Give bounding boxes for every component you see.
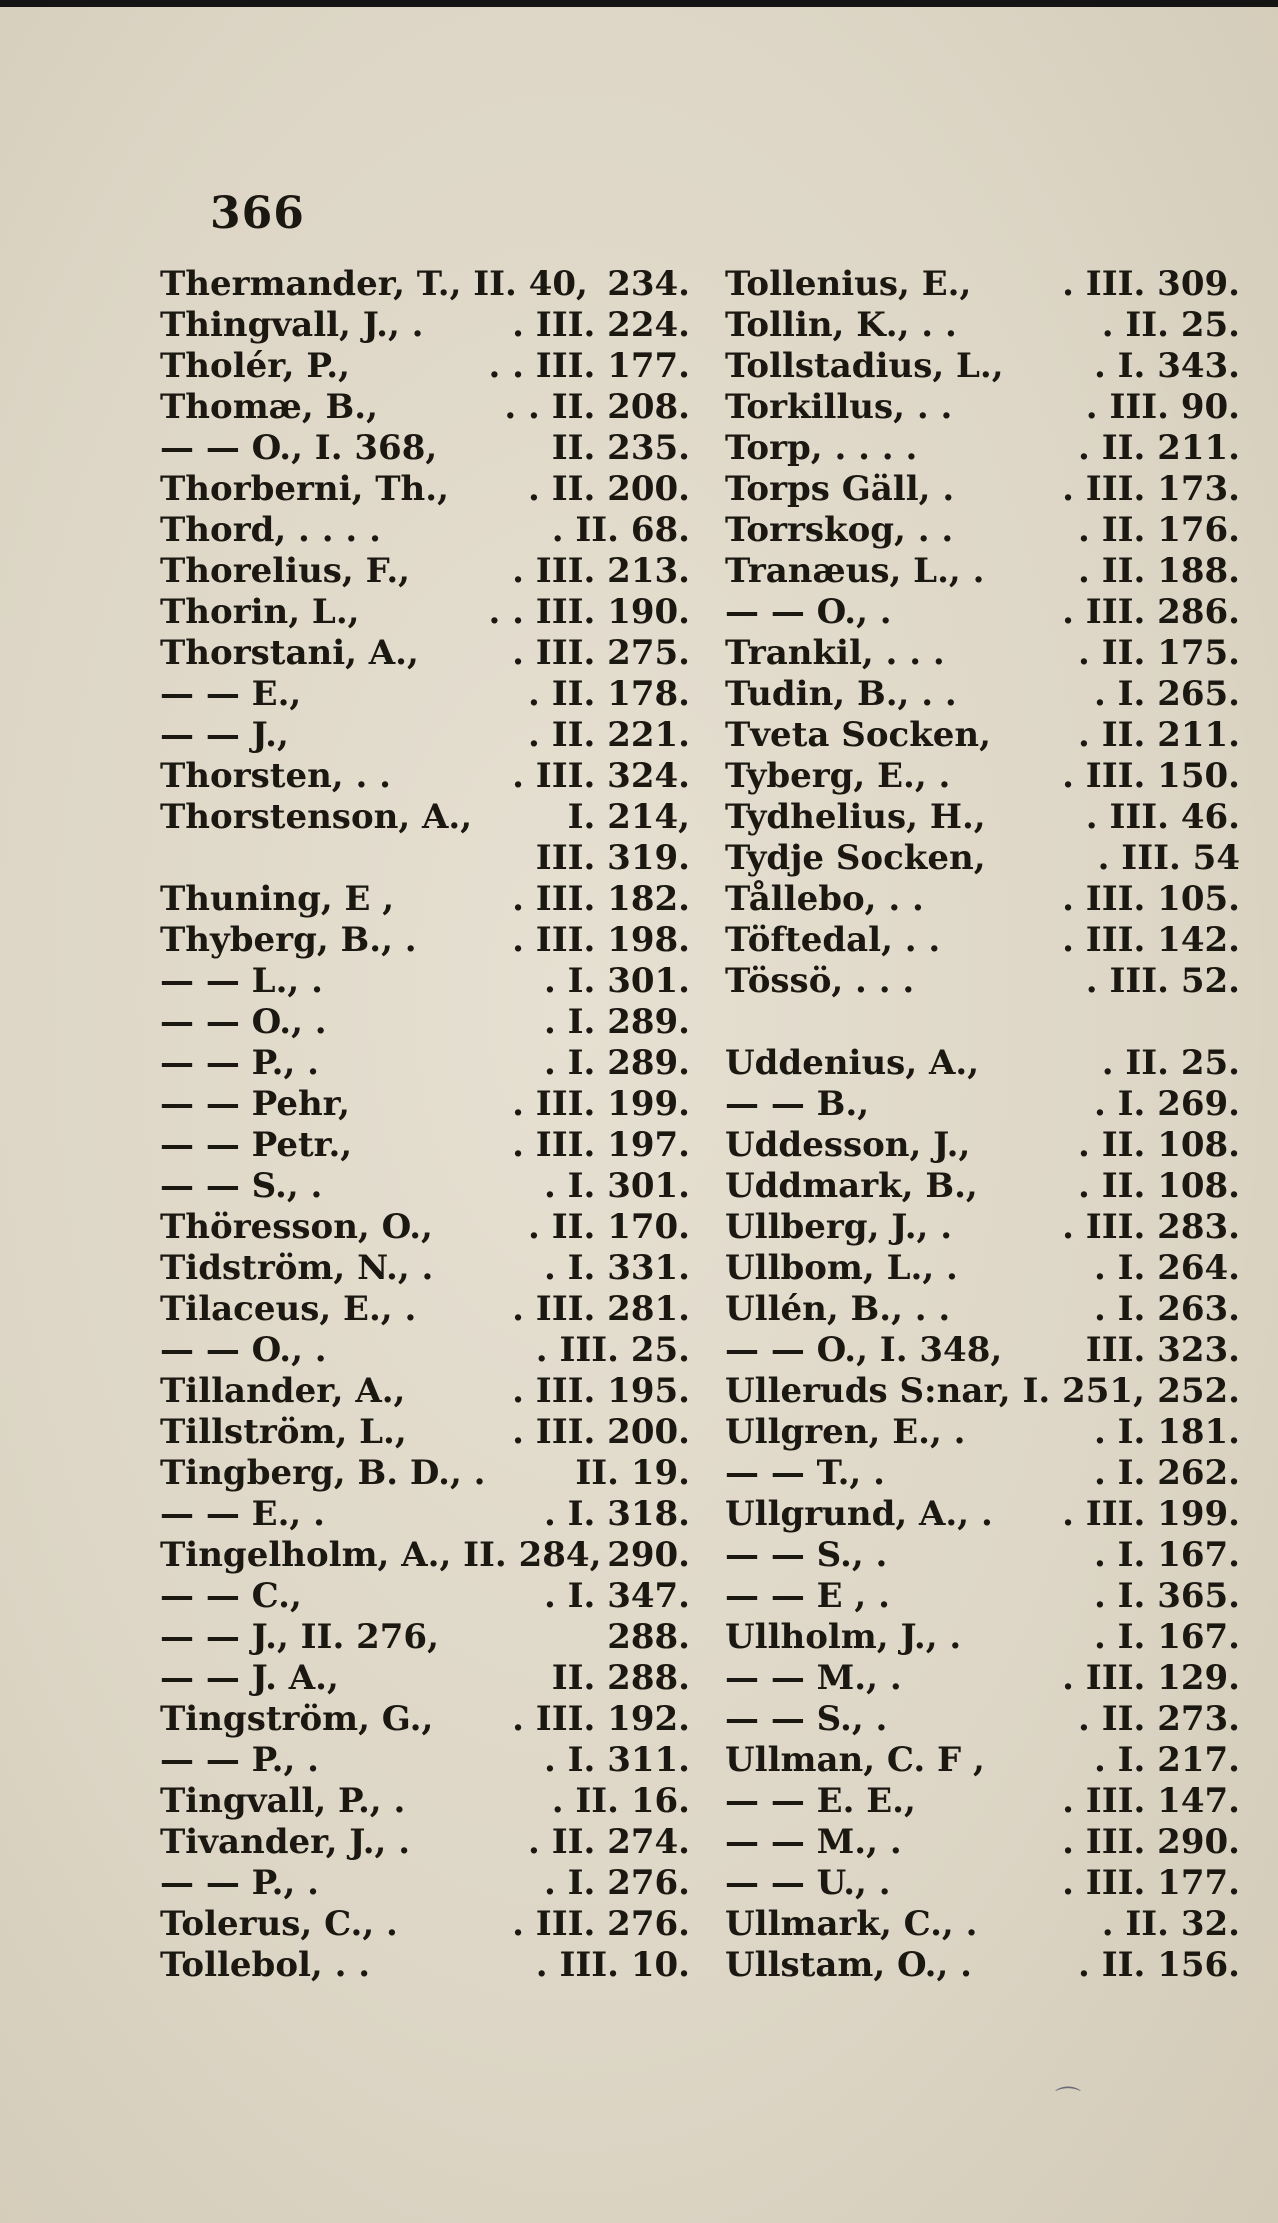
- entry-name: — — Pehr,: [160, 1084, 350, 1124]
- entry-name: — — C.,: [160, 1576, 302, 1616]
- entry-name: Torkillus, . .: [725, 387, 953, 427]
- index-entry: [160, 387, 690, 428]
- entry-name: — — O., .: [725, 592, 892, 632]
- entry-reference: . . II. 208.: [504, 387, 690, 427]
- entry-reference: . III. 177.: [1062, 1863, 1240, 1903]
- entry-reference: . II. 176.: [1078, 510, 1240, 550]
- entry-reference: . I. 289.: [543, 1002, 690, 1042]
- index-entry: [160, 592, 690, 633]
- index-entry: [160, 756, 690, 797]
- top-border: [0, 0, 1278, 7]
- index-entry: [160, 633, 690, 674]
- entry-name: — — O., .: [160, 1330, 327, 1370]
- index-entry: [725, 797, 1240, 838]
- entry-name: — — J., II. 276,: [160, 1617, 439, 1657]
- index-entry: [160, 1412, 690, 1453]
- index-entry: [725, 1699, 1240, 1740]
- index-entry: [725, 1084, 1240, 1125]
- entry-name: Tingström, G.,: [160, 1699, 434, 1739]
- entry-reference: . III. 25.: [535, 1330, 690, 1370]
- entry-reference: . III. 129.: [1062, 1658, 1240, 1698]
- entry-name: — — M., .: [725, 1822, 902, 1862]
- entry-reference: II. 288.: [551, 1658, 690, 1698]
- entry-reference: III. 319.: [535, 838, 690, 878]
- entry-name: Tållebo, . .: [725, 879, 924, 919]
- entry-name: Thorsten, . .: [160, 756, 391, 796]
- entry-reference: . III. 275.: [512, 633, 690, 673]
- entry-name: — — B.,: [725, 1084, 870, 1124]
- entry-name: Thöresson, O.,: [160, 1207, 433, 1247]
- entry-name: — — E. E.,: [725, 1781, 916, 1821]
- entry-name: — — E , .: [725, 1576, 890, 1616]
- page-number: 366: [210, 188, 305, 239]
- entry-name: Torps Gäll, .: [725, 469, 955, 509]
- entry-reference: . II. 200.: [528, 469, 690, 509]
- entry-reference: . III. 290.: [1062, 1822, 1240, 1862]
- index-entry: [160, 961, 690, 1002]
- entry-name: Tranæus, L., .: [725, 551, 985, 591]
- index-entry: [160, 1863, 690, 1904]
- entry-reference: . I. 264.: [1093, 1248, 1240, 1288]
- entry-reference: . III. 54: [1097, 838, 1240, 878]
- index-entry: [160, 1617, 690, 1658]
- index-entry: [160, 1740, 690, 1781]
- index-entry: [725, 1658, 1240, 1699]
- entry-reference: . III. 276.: [512, 1904, 690, 1944]
- entry-reference: . III. 46.: [1085, 797, 1240, 837]
- entry-name: Uddmark, B.,: [725, 1166, 978, 1206]
- entry-reference: . III. 173.: [1062, 469, 1240, 509]
- entry-reference: . III. 197.: [512, 1125, 690, 1165]
- entry-name: Uddenius, A.,: [725, 1043, 980, 1083]
- index-entry: [160, 346, 690, 387]
- entry-name: Tveta Socken,: [725, 715, 991, 755]
- entry-name: Thorberni, Th.,: [160, 469, 449, 509]
- index-entry: [725, 1904, 1240, 1945]
- index-entry: [725, 428, 1240, 469]
- entry-reference: . I. 318.: [543, 1494, 690, 1534]
- entry-reference: . III. 147.: [1062, 1781, 1240, 1821]
- ink-mark-icon: ⌒: [1055, 2086, 1082, 2116]
- index-entry: [160, 551, 690, 592]
- index-entry: [160, 1166, 690, 1207]
- entry-name: — — O., .: [160, 1002, 327, 1042]
- entry-reference: . II. 188.: [1078, 551, 1240, 591]
- entry-reference: . I. 365.: [1093, 1576, 1240, 1616]
- index-entry: [725, 879, 1240, 920]
- entry-reference: . III. 199.: [1062, 1494, 1240, 1534]
- index-entry: [160, 1535, 690, 1576]
- entry-name: Ullstam, O., .: [725, 1945, 972, 1985]
- index-entry: [725, 1002, 1240, 1043]
- entry-reference: . I. 217.: [1093, 1740, 1240, 1780]
- index-entry: [160, 1576, 690, 1617]
- entry-name: Tollstadius, L.,: [725, 346, 1004, 386]
- index-entry: [725, 1166, 1240, 1207]
- entry-name: — — J.,: [160, 715, 289, 755]
- entry-name: — — P., .: [160, 1863, 319, 1903]
- entry-name: — — P., .: [160, 1043, 319, 1083]
- left-index-column: [160, 264, 690, 1986]
- entry-reference: . II. 32.: [1101, 1904, 1240, 1944]
- entry-name: Töftedal, . .: [725, 920, 941, 960]
- entry-name: Tillström, L.,: [160, 1412, 407, 1452]
- entry-name: Tollenius, E.,: [725, 264, 972, 304]
- index-entry: [725, 838, 1240, 879]
- entry-reference: I. 214,: [567, 797, 690, 837]
- index-entry: [160, 428, 690, 469]
- index-entry: [160, 797, 690, 838]
- entry-reference: . I. 289.: [543, 1043, 690, 1083]
- entry-reference: . III. 192.: [512, 1699, 690, 1739]
- index-entry: [160, 1904, 690, 1945]
- index-entry: [160, 469, 690, 510]
- entry-reference: II. 235.: [551, 428, 690, 468]
- entry-reference: . II. 25.: [1101, 305, 1240, 345]
- entry-name: Tydhelius, H.,: [725, 797, 986, 837]
- entry-name: — — E.,: [160, 674, 302, 714]
- index-entry: [725, 346, 1240, 387]
- entry-name: Torrskog, . .: [725, 510, 954, 550]
- entry-name: Tillander, A.,: [160, 1371, 406, 1411]
- entry-name: Thuning, E ,: [160, 879, 395, 919]
- index-entry: [725, 551, 1240, 592]
- index-entry: [725, 674, 1240, 715]
- index-entry: [725, 1207, 1240, 1248]
- index-entry: [725, 1576, 1240, 1617]
- entry-reference: . I. 347.: [543, 1576, 690, 1616]
- entry-name: Thyberg, B., .: [160, 920, 417, 960]
- index-entry: [725, 469, 1240, 510]
- index-entry: [725, 264, 1240, 305]
- entry-name: Thorin, L.,: [160, 592, 360, 632]
- index-entry: [160, 264, 690, 305]
- entry-name: Tollin, K., . .: [725, 305, 957, 345]
- index-entry: [725, 1289, 1240, 1330]
- entry-name: Ulleruds S:nar, I. 251,: [725, 1371, 1145, 1411]
- index-entry: [160, 1494, 690, 1535]
- entry-name: Thorstenson, A.,: [160, 797, 473, 837]
- entry-reference: . II. 16.: [551, 1781, 690, 1821]
- entry-name: Tolerus, C., .: [160, 1904, 398, 1944]
- index-entry: [725, 387, 1240, 428]
- index-entry: [725, 305, 1240, 346]
- entry-reference: . I. 331.: [543, 1248, 690, 1288]
- entry-name: Tydje Socken,: [725, 838, 986, 878]
- entry-reference: . I. 181.: [1093, 1412, 1240, 1452]
- index-entry: [725, 1330, 1240, 1371]
- entry-reference: . I. 167.: [1093, 1617, 1240, 1657]
- entry-name: Thingvall, J., .: [160, 305, 424, 345]
- entry-name: Thermander, T., II. 40,: [160, 264, 588, 304]
- entry-reference: . III. 52.: [1085, 961, 1240, 1001]
- entry-reference: . I. 167.: [1093, 1535, 1240, 1575]
- entry-reference: . II. 211.: [1078, 715, 1240, 755]
- entry-reference: . III. 10.: [535, 1945, 690, 1985]
- entry-reference: . I. 343.: [1093, 346, 1240, 386]
- entry-reference: . II. 170.: [528, 1207, 690, 1247]
- entry-name: Thorstani, A.,: [160, 633, 419, 673]
- entry-name: Thomæ, B.,: [160, 387, 378, 427]
- entry-reference: . I. 301.: [543, 961, 690, 1001]
- entry-reference: . III. 324.: [512, 756, 690, 796]
- entry-name: — — M., .: [725, 1658, 902, 1698]
- entry-name: Ullbom, L., .: [725, 1248, 958, 1288]
- right-index-column: [725, 264, 1240, 1986]
- entry-name: — — S., .: [725, 1535, 888, 1575]
- index-entry: [725, 1371, 1240, 1412]
- entry-name: — — S., .: [160, 1166, 323, 1206]
- index-entry: [725, 1453, 1240, 1494]
- entry-name: Uddesson, J.,: [725, 1125, 971, 1165]
- entry-name: Torp, . . . .: [725, 428, 918, 468]
- entry-reference: . . III. 177.: [488, 346, 690, 386]
- entry-reference: . II. 25.: [1101, 1043, 1240, 1083]
- entry-name: — — J. A.,: [160, 1658, 339, 1698]
- entry-reference: . III. 90.: [1085, 387, 1240, 427]
- entry-name: Tudin, B., . .: [725, 674, 957, 714]
- index-entry: [725, 1248, 1240, 1289]
- entry-name: — — T., .: [725, 1453, 885, 1493]
- entry-name: Tingvall, P., .: [160, 1781, 406, 1821]
- index-entry: [725, 1945, 1240, 1986]
- index-entry: [725, 1494, 1240, 1535]
- entry-name: — — Petr.,: [160, 1125, 353, 1165]
- index-entry: [160, 510, 690, 551]
- index-entry: [725, 715, 1240, 756]
- index-entry: [725, 1043, 1240, 1084]
- entry-reference: . II. 274.: [528, 1822, 690, 1862]
- entry-name: Tivander, J., .: [160, 1822, 411, 1862]
- entry-name: — — O., I. 368,: [160, 428, 438, 468]
- entry-name: Tholér, P.,: [160, 346, 350, 386]
- entry-reference: . I. 301.: [543, 1166, 690, 1206]
- entry-name: Tössö, . . .: [725, 961, 915, 1001]
- entry-name: Tidström, N., .: [160, 1248, 434, 1288]
- entry-name: Ullgren, E., .: [725, 1412, 966, 1452]
- entry-reference: . I. 311.: [543, 1740, 690, 1780]
- index-entry: [725, 1740, 1240, 1781]
- entry-reference: . II. 108.: [1078, 1125, 1240, 1165]
- index-entry: [160, 1945, 690, 1986]
- entry-reference: . III. 182.: [512, 879, 690, 919]
- entry-name: — — L., .: [160, 961, 323, 1001]
- entry-name: Tingberg, B. D., .: [160, 1453, 486, 1493]
- index-entry: [725, 961, 1240, 1002]
- entry-reference: . III. 286.: [1062, 592, 1240, 632]
- entry-name: Ullberg, J., .: [725, 1207, 953, 1247]
- entry-name: — — U., .: [725, 1863, 891, 1903]
- entry-name: Ullmark, C., .: [725, 1904, 978, 1944]
- entry-reference: . III. 142.: [1062, 920, 1240, 960]
- entry-reference: II. 19.: [575, 1453, 690, 1493]
- index-entry: [160, 1822, 690, 1863]
- entry-reference: . III. 224.: [512, 305, 690, 345]
- entry-reference: . III. 200.: [512, 1412, 690, 1452]
- entry-name: — — P., .: [160, 1740, 319, 1780]
- entry-reference: 288.: [607, 1617, 690, 1657]
- entry-name: Tingelholm, A., II. 284,: [160, 1535, 602, 1575]
- index-entry: [160, 674, 690, 715]
- entry-reference: . III. 105.: [1062, 879, 1240, 919]
- index-entry: [725, 1617, 1240, 1658]
- entry-reference: . II. 221.: [528, 715, 690, 755]
- entry-reference: . I. 262.: [1093, 1453, 1240, 1493]
- entry-name: Trankil, . . .: [725, 633, 945, 673]
- index-entry: [160, 1002, 690, 1043]
- entry-reference: 252.: [1157, 1371, 1240, 1411]
- entry-reference: . III. 150.: [1062, 756, 1240, 796]
- entry-reference: . I. 269.: [1093, 1084, 1240, 1124]
- entry-reference: . . III. 190.: [488, 592, 690, 632]
- index-entry: [160, 1658, 690, 1699]
- index-entry: [160, 1125, 690, 1166]
- index-entry: [725, 1822, 1240, 1863]
- entry-reference: . I. 276.: [543, 1863, 690, 1903]
- entry-reference: . II. 175.: [1078, 633, 1240, 673]
- entry-name: Ullén, B., . .: [725, 1289, 951, 1329]
- entry-name: — — S., .: [725, 1699, 888, 1739]
- entry-reference: . II. 211.: [1078, 428, 1240, 468]
- entry-reference: . II. 178.: [528, 674, 690, 714]
- entry-name: Tilaceus, E., .: [160, 1289, 417, 1329]
- index-entry: [725, 1412, 1240, 1453]
- entry-reference: . II. 108.: [1078, 1166, 1240, 1206]
- entry-reference: . I. 263.: [1093, 1289, 1240, 1329]
- entry-reference: 234.: [607, 264, 690, 304]
- entry-name: Ullgrund, A., .: [725, 1494, 993, 1534]
- index-entry: [160, 1781, 690, 1822]
- index-entry: [725, 1781, 1240, 1822]
- entry-reference: 290.: [607, 1535, 690, 1575]
- index-entry: [160, 920, 690, 961]
- index-entry: [160, 1248, 690, 1289]
- index-entry: [160, 838, 690, 879]
- entry-reference: . III. 198.: [512, 920, 690, 960]
- entry-reference: . II. 156.: [1078, 1945, 1240, 1985]
- entry-reference: III. 323.: [1085, 1330, 1240, 1370]
- index-entry: [725, 756, 1240, 797]
- entry-name: Tollebol, . .: [160, 1945, 371, 1985]
- index-entry: [160, 715, 690, 756]
- entry-reference: . III. 309.: [1062, 264, 1240, 304]
- entry-reference: . III. 199.: [512, 1084, 690, 1124]
- index-entry: [725, 510, 1240, 551]
- index-entry: [725, 633, 1240, 674]
- index-entry: [160, 879, 690, 920]
- index-entry: [725, 920, 1240, 961]
- index-entry: [160, 1330, 690, 1371]
- entry-reference: . III. 195.: [512, 1371, 690, 1411]
- index-entry: [725, 1125, 1240, 1166]
- entry-name: Ullman, C. F ,: [725, 1740, 985, 1780]
- entry-reference: . III. 281.: [512, 1289, 690, 1329]
- entry-reference: . I. 265.: [1093, 674, 1240, 714]
- index-entry: [725, 592, 1240, 633]
- entry-reference: . II. 273.: [1078, 1699, 1240, 1739]
- entry-reference: . III. 283.: [1062, 1207, 1240, 1247]
- index-entry: [160, 1207, 690, 1248]
- entry-reference: . III. 213.: [512, 551, 690, 591]
- entry-name: Tyberg, E., .: [725, 756, 951, 796]
- index-entry: [160, 1371, 690, 1412]
- entry-name: Thorelius, F.,: [160, 551, 411, 591]
- entry-name: Ullholm, J., .: [725, 1617, 962, 1657]
- entry-name: Thord, . . . .: [160, 510, 381, 550]
- index-entry: [160, 1453, 690, 1494]
- index-entry: [160, 1084, 690, 1125]
- index-entry: [160, 305, 690, 346]
- index-entry: [160, 1699, 690, 1740]
- index-entry: [160, 1043, 690, 1084]
- index-entry: [725, 1535, 1240, 1576]
- entry-name: — — O., I. 348,: [725, 1330, 1003, 1370]
- entry-reference: . II. 68.: [551, 510, 690, 550]
- index-entry: [160, 1289, 690, 1330]
- index-entry: [725, 1863, 1240, 1904]
- entry-name: — — E., .: [160, 1494, 325, 1534]
